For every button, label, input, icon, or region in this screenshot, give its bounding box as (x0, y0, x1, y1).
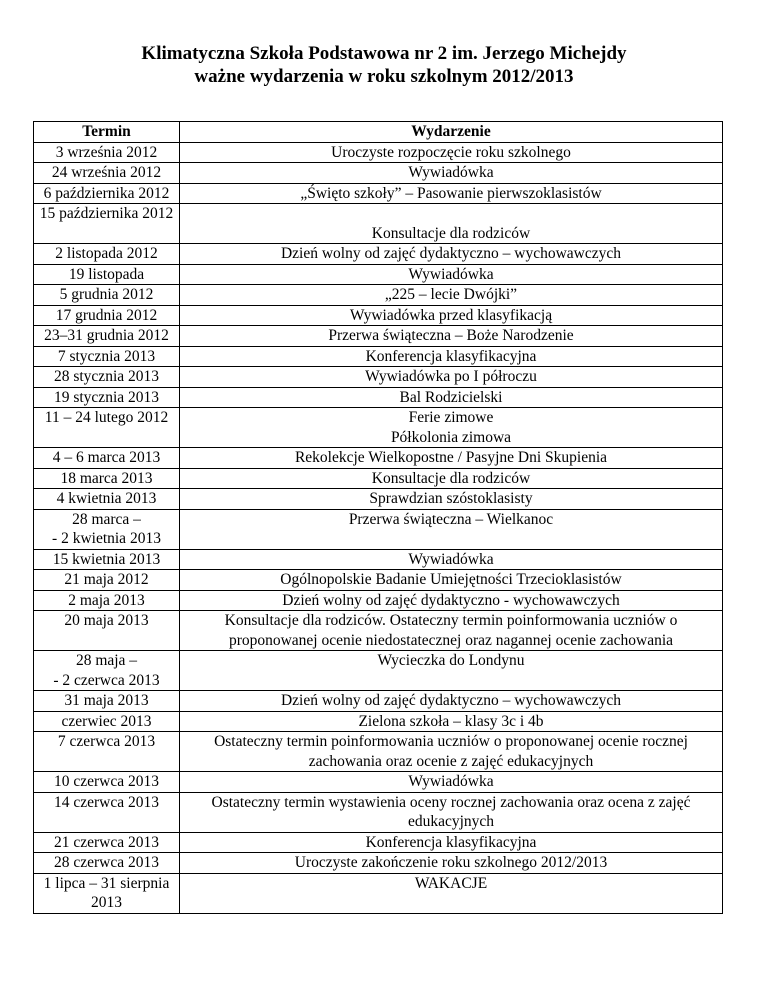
date-text-secondary: - 2 kwietnia 2013 (52, 530, 161, 547)
event-cell: Rekolekcje Wielkopostne / Pasyjne Dni Skupienia (180, 448, 723, 469)
table-row (34, 244, 723, 265)
event-cell: Konsultacje dla rodziców (180, 468, 723, 489)
event-cell: Uroczyste rozpoczęcie roku szkolnego (180, 142, 723, 163)
event-cell: Uroczyste zakończenie roku szkolnego 2012/2013 (180, 853, 723, 874)
date-cell: 2 maja 2013 (34, 590, 180, 611)
date-cell (34, 651, 180, 691)
table-row (34, 873, 723, 913)
date-cell: 21 czerwca 2013 (34, 832, 180, 853)
table-row (34, 549, 723, 570)
date-cell: 7 stycznia 2013 (34, 346, 180, 367)
event-cell: Wywiadówka (180, 549, 723, 570)
date-cell: 17 grudnia 2012 (34, 305, 180, 326)
table-row (34, 711, 723, 732)
table-row (34, 509, 723, 549)
table-row (34, 408, 723, 448)
event-cell: Dzień wolny od zajęć dydaktyczno – wychowawczych (180, 244, 723, 265)
date-cell: 19 listopada (34, 264, 180, 285)
date-cell: 28 stycznia 2013 (34, 367, 180, 388)
table-row (34, 326, 723, 347)
event-cell: Ostateczny termin wystawienia oceny rocznej zachowania oraz ocena z zajęć edukacyjnych (180, 792, 723, 832)
event-cell: Sprawdzian szóstoklasisty (180, 489, 723, 510)
table-row (34, 590, 723, 611)
date-cell: 4 – 6 marca 2013 (34, 448, 180, 469)
event-cell: „Święto szkoły” – Pasowanie pierwszoklasistów (180, 183, 723, 204)
table-row (34, 468, 723, 489)
table-row (34, 691, 723, 712)
events-table (33, 121, 723, 914)
table-row (34, 570, 723, 591)
event-cell: Wywiadówka (180, 264, 723, 285)
event-cell: Dzień wolny od zajęć dydaktyczno – wychowawczych (180, 691, 723, 712)
event-cell: Ostateczny termin poinformowania uczniów o proponowanej ocenie rocznej zachowania oraz ocenie z zajęć edukacyjnych (180, 732, 723, 772)
date-cell: 15 października 2012 (34, 204, 180, 244)
table-row (34, 183, 723, 204)
event-cell: WAKACJE (180, 873, 723, 913)
date-cell: 18 marca 2013 (34, 468, 180, 489)
event-cell: Dzień wolny od zajęć dydaktyczno - wychowawczych (180, 590, 723, 611)
date-cell: 20 maja 2013 (34, 611, 180, 651)
date-cell: czerwiec 2013 (34, 711, 180, 732)
table-row (34, 792, 723, 832)
table-row (34, 163, 723, 184)
date-cell: 23–31 grudnia 2012 (34, 326, 180, 347)
event-cell: Zielona szkoła – klasy 3c i 4b (180, 711, 723, 732)
event-cell: Konferencja klasyfikacyjna (180, 346, 723, 367)
event-cell: Wywiadówka (180, 772, 723, 793)
event-cell: „225 – lecie Dwójki” (180, 285, 723, 306)
date-cell: 28 czerwca 2013 (34, 853, 180, 874)
event-cell: Konferencja klasyfikacyjna (180, 832, 723, 853)
table-row (34, 387, 723, 408)
date-cell (34, 509, 180, 549)
date-cell: 14 czerwca 2013 (34, 792, 180, 832)
date-cell: 4 kwietnia 2013 (34, 489, 180, 510)
table-row (34, 611, 723, 651)
date-cell: 5 grudnia 2012 (34, 285, 180, 306)
table-row (34, 142, 723, 163)
event-cell: Przerwa świąteczna – Boże Narodzenie (180, 326, 723, 347)
event-cell (180, 204, 723, 244)
table-row (34, 305, 723, 326)
event-text-secondary: Półkolonia zimowa (390, 428, 512, 446)
event-cell: Wycieczka do Londynu (180, 651, 723, 691)
date-cell: 7 czerwca 2013 (34, 732, 180, 772)
event-text: Ferie zimowe (408, 409, 494, 426)
column-header-event: Wydarzenie (180, 122, 723, 143)
table-row (34, 346, 723, 367)
table-row (34, 832, 723, 853)
title-line-2: ważne wydarzenia w roku szkolnym 2012/2013 (194, 66, 574, 87)
date-cell: 3 września 2012 (34, 142, 180, 163)
table-header-row (34, 122, 723, 143)
date-cell: 15 kwietnia 2013 (34, 549, 180, 570)
event-cell: Wywiadówka po I półroczu (180, 367, 723, 388)
table-row (34, 285, 723, 306)
table-row (34, 772, 723, 793)
event-cell: Wywiadówka przed klasyfikacją (180, 305, 723, 326)
table-row (34, 367, 723, 388)
table-row (34, 264, 723, 285)
event-cell (180, 408, 723, 448)
date-text: 28 maja – (75, 652, 138, 669)
date-cell: 1 lipca – 31 sierpnia 2013 (34, 873, 180, 913)
date-cell: 11 – 24 lutego 2012 (34, 408, 180, 448)
title-line-1: Klimatyczna Szkoła Podstawowa nr 2 im. Jerzego Michejdy (141, 43, 627, 64)
date-cell: 10 czerwca 2013 (34, 772, 180, 793)
date-cell: 6 października 2012 (34, 183, 180, 204)
event-cell: Ogólnopolskie Badanie Umiejętności Trzecioklasistów (180, 570, 723, 591)
date-text: 28 marca – (72, 510, 141, 528)
event-cell: Konsultacje dla rodziców. Ostateczny termin poinformowania uczniów o proponowanej ocenie niedostatecznej oraz nagannej ocenie zachowania (180, 611, 723, 651)
table-row (34, 489, 723, 510)
date-cell: 21 maja 2012 (34, 570, 180, 591)
event-cell: Przerwa świąteczna – Wielkanoc (180, 509, 723, 549)
column-header-date: Termin (34, 122, 180, 143)
event-text: Konsultacje dla rodziców (371, 224, 531, 242)
date-cell: 19 stycznia 2013 (34, 387, 180, 408)
table-row (34, 732, 723, 772)
document-title (0, 42, 768, 88)
date-text-secondary: - 2 czerwca 2013 (53, 671, 160, 689)
table-row (34, 853, 723, 874)
table-row (34, 448, 723, 469)
event-cell: Wywiadówka (180, 163, 723, 184)
table-row (34, 651, 723, 691)
date-cell: 2 listopada 2012 (34, 244, 180, 265)
date-cell: 24 września 2012 (34, 163, 180, 184)
event-cell: Bal Rodzicielski (180, 387, 723, 408)
date-cell: 31 maja 2013 (34, 691, 180, 712)
table-row (34, 204, 723, 244)
